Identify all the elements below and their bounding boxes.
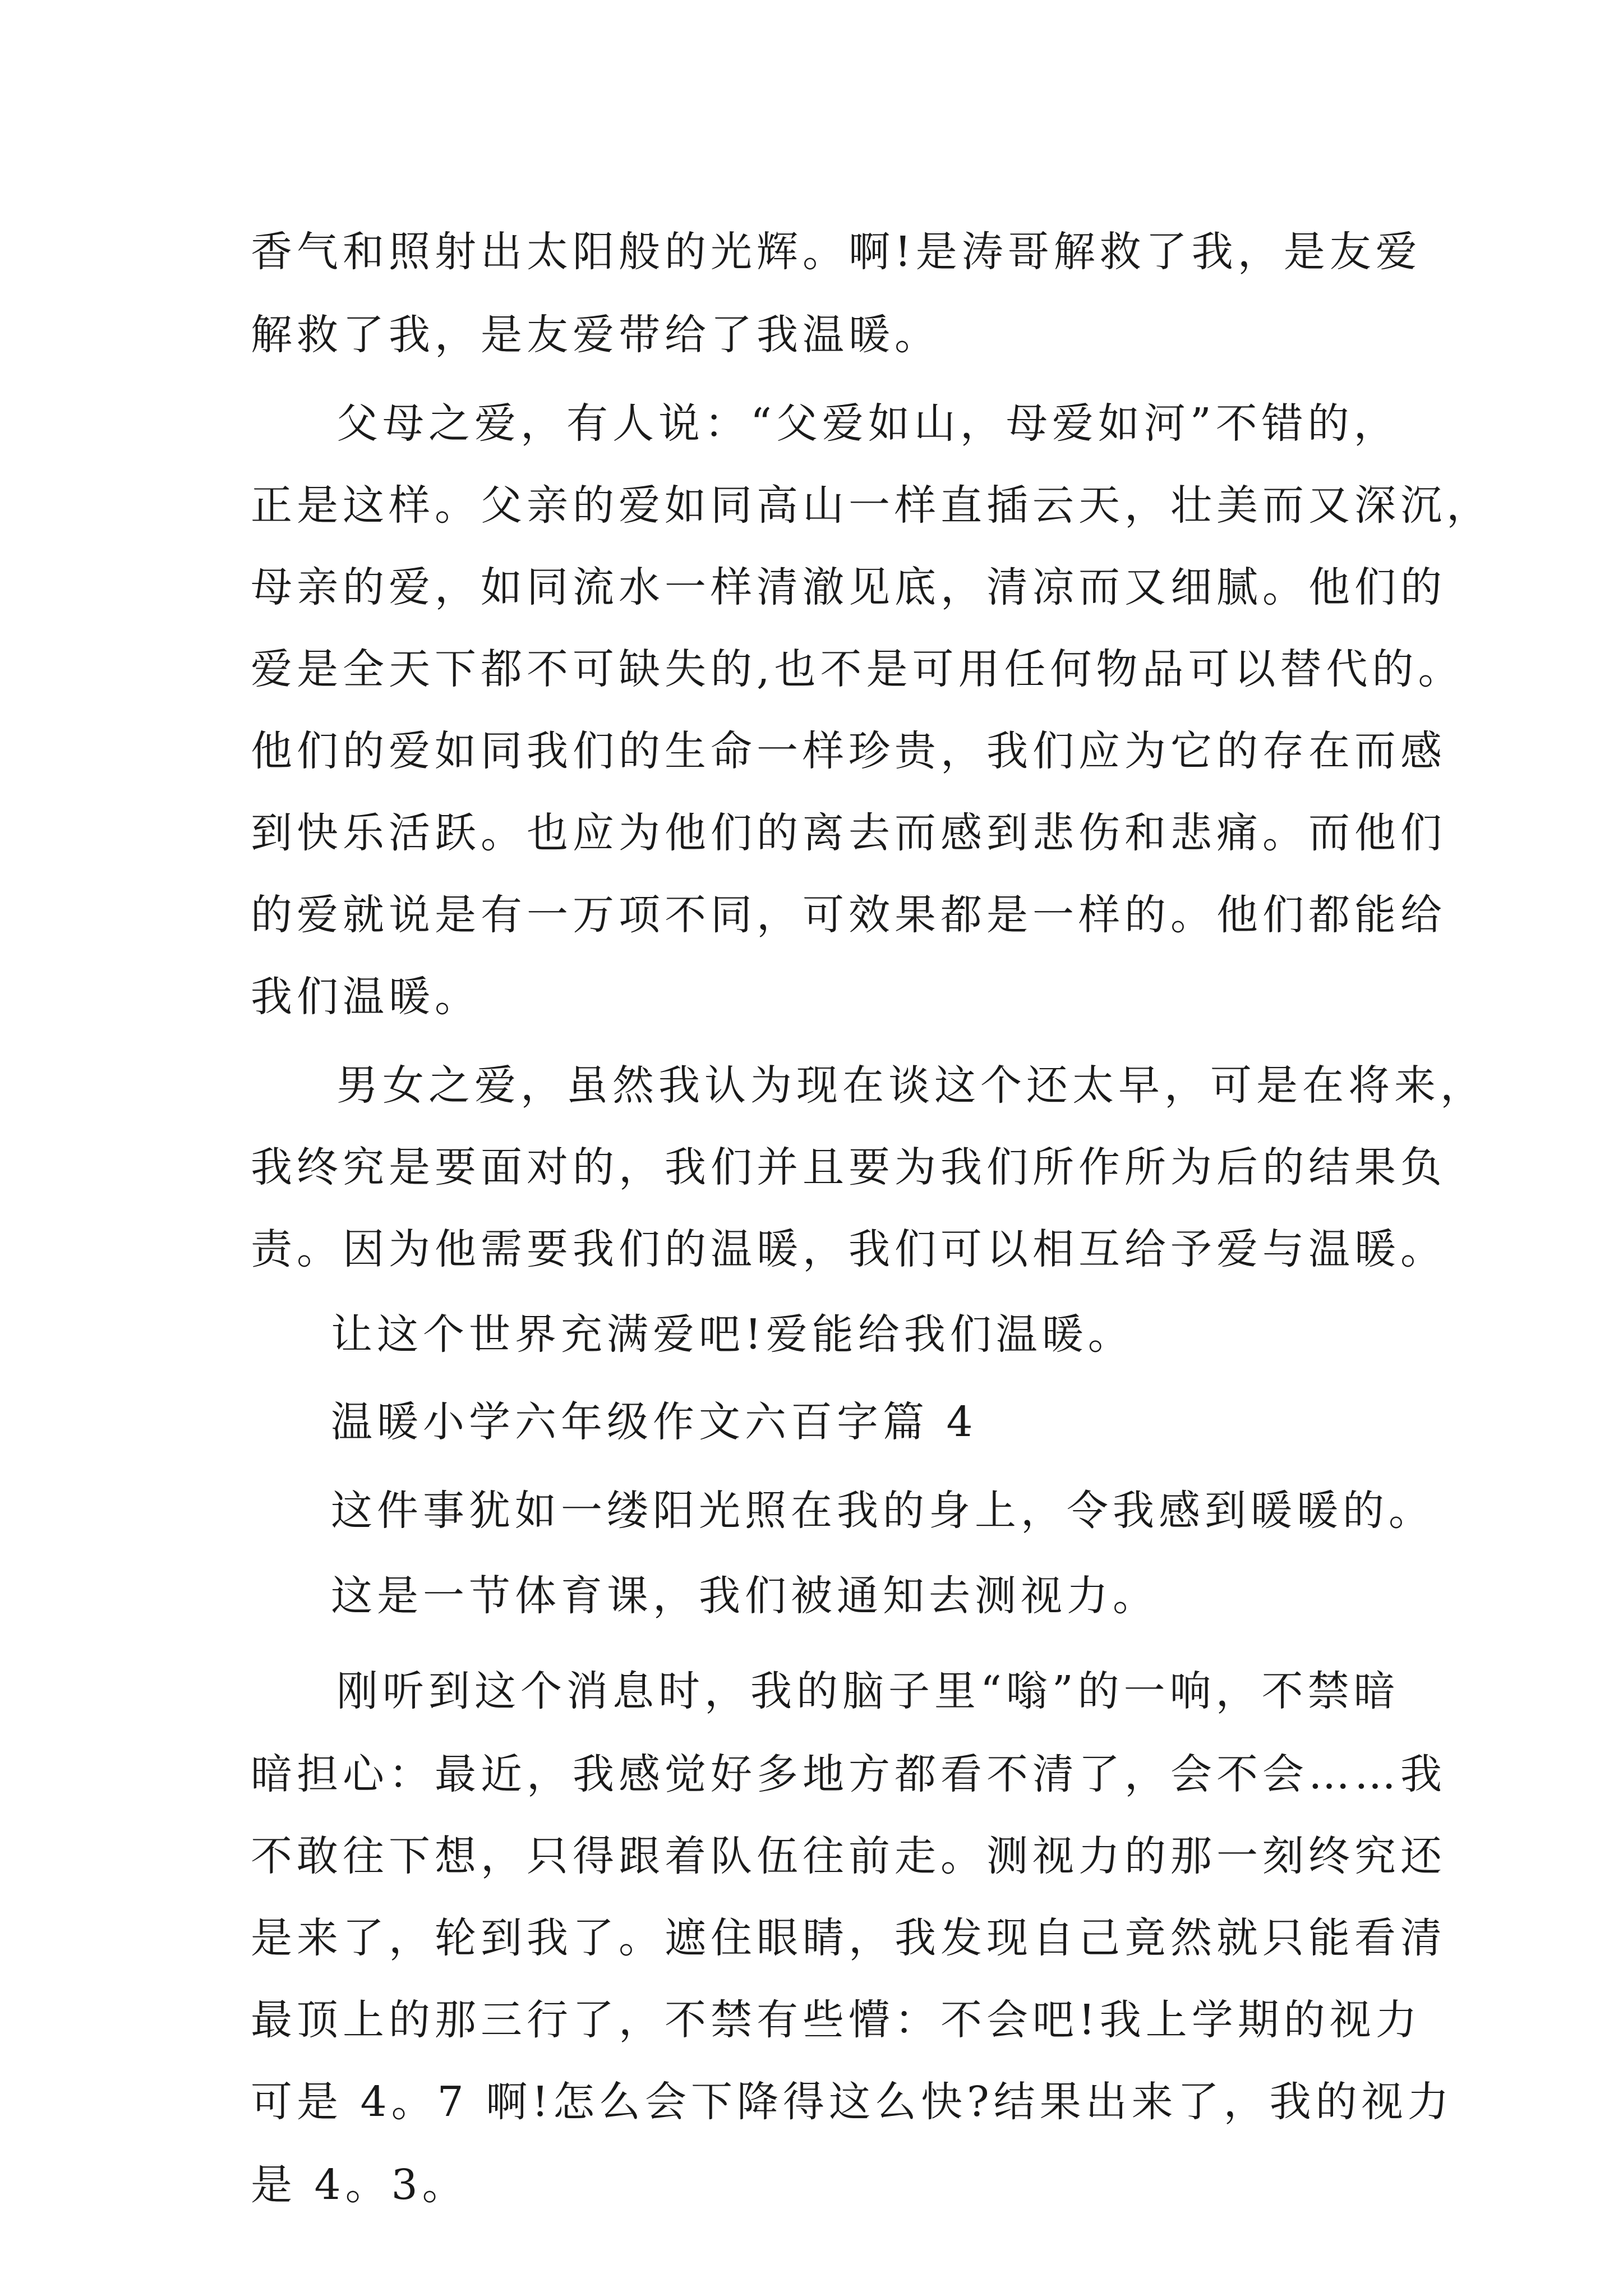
text-line: 到快乐活跃。也应为他们的离去而感到悲伤和悲痛。而他们 bbox=[251, 809, 1446, 857]
text-line: 我们温暖。 bbox=[251, 973, 481, 1021]
text-line: 香气和照射出太阳般的光辉。啊!是涛哥解救了我，是友爱 bbox=[251, 228, 1422, 276]
text-line: 的爱就说是有一万项不同，可效果都是一样的。他们都能给 bbox=[251, 891, 1446, 939]
paragraph-start-line: 这件事犹如一缕阳光照在我的身上，令我感到暖暖的。 bbox=[331, 1487, 1435, 1535]
paragraph-start-line: 让这个世界充满爱吧!爱能给我们温暖。 bbox=[331, 1310, 1134, 1359]
text-line: 正是这样。父亲的爱如同高山一样直插云天，壮美而又深沉， bbox=[251, 481, 1492, 530]
text-line: 是来了，轮到我了。遮住眼睛，我发现自己竟然就只能看清 bbox=[251, 1914, 1446, 1962]
text-line: 爱是全天下都不可缺失的,也不是可用任何物品可以替代的。 bbox=[251, 645, 1464, 693]
paragraph-start-line: 刚听到这个消息时，我的脑子里“嗡”的一响，不禁暗 bbox=[336, 1667, 1400, 1715]
paragraph-start-line: 这是一节体育课，我们被通知去测视力。 bbox=[331, 1572, 1159, 1620]
text-line: 暗担心：最近，我感觉好多地方都看不清了，会不会……我 bbox=[251, 1750, 1446, 1798]
section-heading: 温暖小学六年级作文六百字篇 4 bbox=[331, 1398, 978, 1446]
text-line: 他们的爱如同我们的生命一样珍贵，我们应为它的存在而感 bbox=[251, 727, 1446, 775]
text-line: 责。因为他需要我们的温暖，我们可以相互给予爱与温暖。 bbox=[251, 1225, 1446, 1273]
text-line: 母亲的爱，如同流水一样清澈见底，清凉而又细腻。他们的 bbox=[251, 563, 1446, 611]
text-line: 我终究是要面对的，我们并且要为我们所作所为后的结果负 bbox=[251, 1143, 1446, 1191]
text-line: 不敢往下想，只得跟着队伍往前走。测视力的那一刻终究还 bbox=[251, 1832, 1446, 1880]
paragraph-start-line: 男女之爱，虽然我认为现在谈这个还太早，可是在将来， bbox=[336, 1061, 1486, 1110]
paragraph-start-line: 父母之爱，有人说：“父爱如山，母爱如河”不错的， bbox=[336, 399, 1400, 448]
text-line: 可是 4。7 啊!怎么会下降得这么快?结果出来了，我的视力 bbox=[251, 2078, 1454, 2126]
text-line: 最顶上的那三行了，不禁有些懵：不会吧!我上学期的视力 bbox=[251, 1996, 1422, 2044]
text-line: 是 4。3。 bbox=[251, 2161, 468, 2209]
text-line: 解救了我，是友爱带给了我温暖。 bbox=[251, 311, 940, 359]
